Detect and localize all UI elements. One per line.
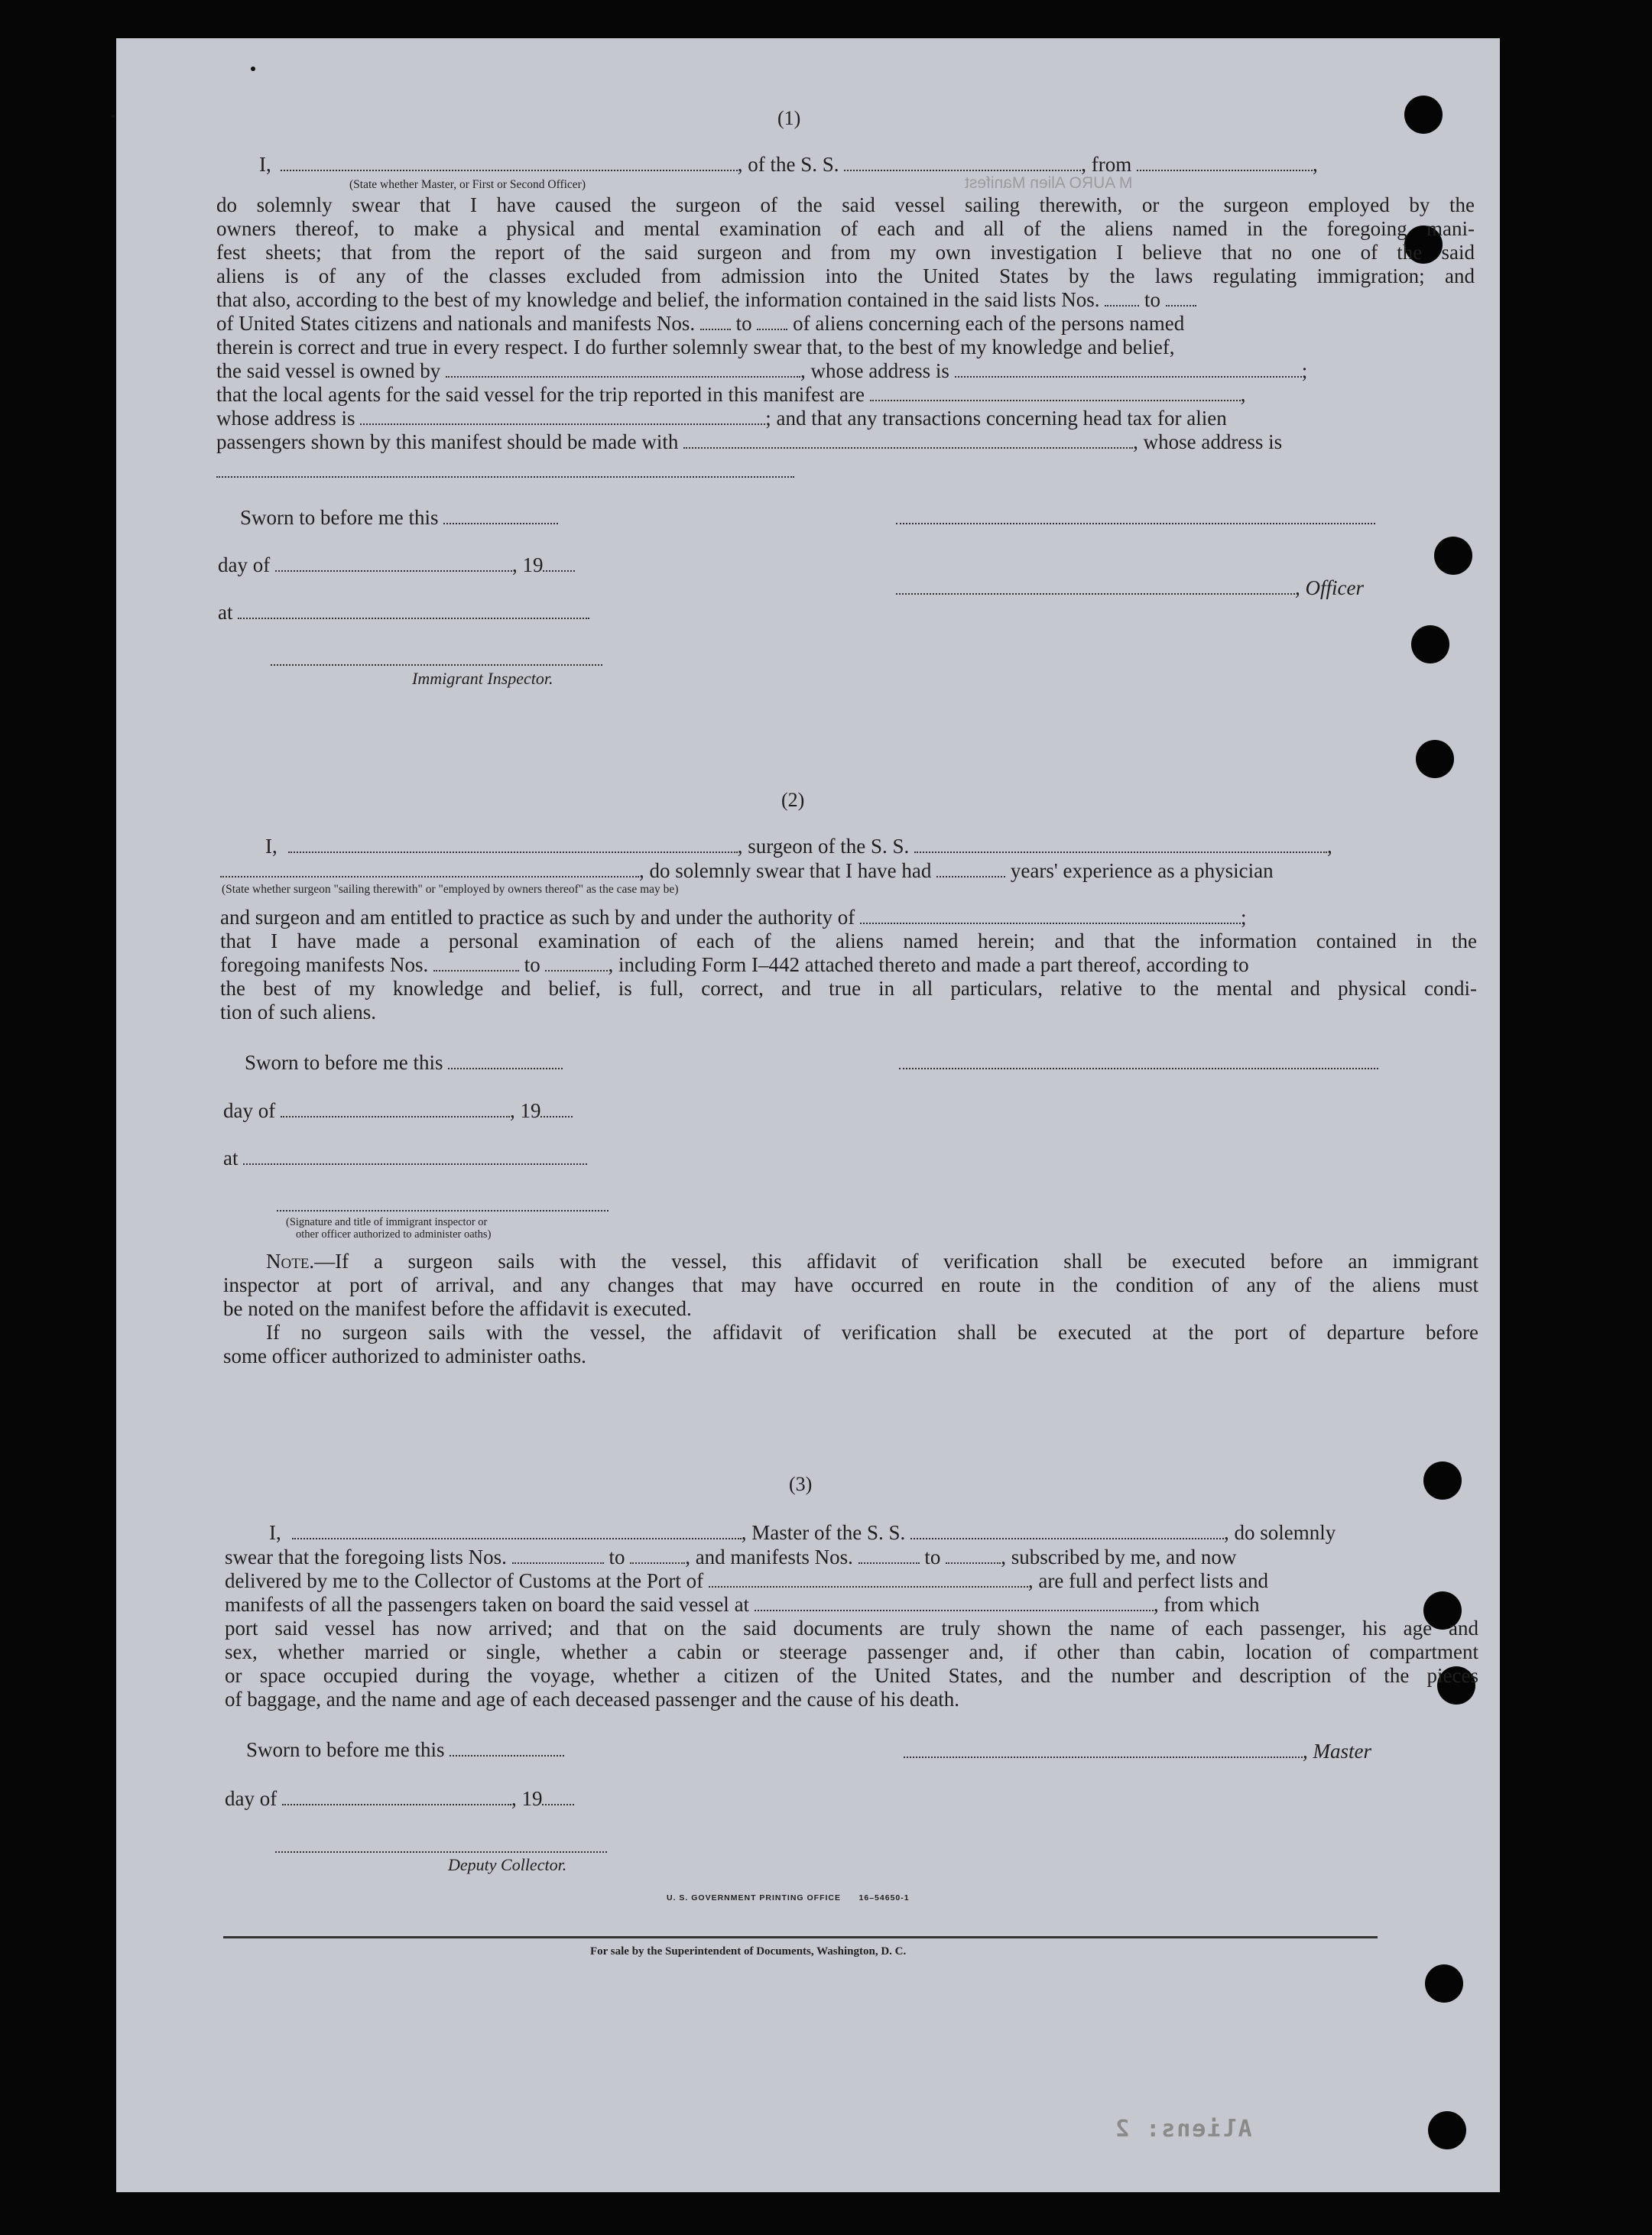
s1-sworn-line: Sworn to before me this — [240, 506, 558, 530]
s2-note-line-5: some officer authorized to administer oaths. — [223, 1345, 586, 1367]
s3-line-1: I, , Master of the S. S. , do solemnly — [269, 1521, 1336, 1544]
s1-passengers-line: passengers shown by this manifest should be made with , whose address is — [216, 430, 1283, 453]
s3-port-line: delivered by me to the Collector of Customs at the Port of , are full and perfect lists and — [225, 1569, 1269, 1592]
s1-body-line-2: fest sheets; that from the report of the said surgeon and from my own investigation I believe that no one of the said — [216, 241, 1475, 264]
s1-day-line: day of , 19 — [218, 553, 575, 577]
s3-day-line: day of , 19 — [225, 1787, 574, 1811]
s1-body-line-3: aliens is of any of the classes excluded from admission into the United States by the laws regulating immigration; and — [216, 264, 1475, 287]
s3-sworn-line: Sworn to before me this — [246, 1738, 564, 1762]
s2-authority-line: and surgeon and am entitled to practice as such by and under the authority of ; — [220, 906, 1247, 929]
s1-whose-line: whose address is ; and that any transactions concerning head tax for alien — [216, 407, 1227, 430]
s1-inspector-title: Immigrant Inspector. — [412, 669, 553, 688]
s2-caption: (State whether surgeon "sailing therewith" or "employed by owners thereof" as the case may be) — [222, 883, 679, 896]
s3-deputy-title: Deputy Collector. — [448, 1855, 567, 1874]
section-3-number: (3) — [789, 1473, 813, 1495]
s3-body-line-6: sex, whether married or single, whether a cabin or steerage passenger and, if other than cabin, location of compartment — [225, 1640, 1478, 1663]
s3-body-line-8: of baggage, and the name and age of each deceased passenger and the cause of his death. — [225, 1688, 960, 1711]
s2-belief-line: the best of my knowledge and belief, is full, correct, and true in all particulars, relative to the mental and physical condi- — [220, 977, 1477, 1000]
s1-body-line-0: do solemnly swear that I have caused the surgeon of the said vessel sailing therewith, or the surgeon employed by the — [216, 193, 1475, 216]
s1-line-1: I, , of the S. S. , from , — [259, 153, 1318, 176]
s2-at-line: at — [223, 1147, 587, 1170]
binder-hole — [1423, 1461, 1462, 1500]
form-page — [116, 38, 1500, 2192]
s1-officer-line: , Officer — [896, 576, 1364, 600]
s3-lists-line: swear that the foregoing lists Nos. to , and manifests Nos. to , subscribed by me, and now — [225, 1546, 1237, 1568]
s3-master-line: , Master — [904, 1740, 1371, 1763]
s2-official-signature-blank — [277, 1210, 609, 1212]
s1-officer-signature-blank — [896, 523, 1375, 524]
s2-line-1: I, , surgeon of the S. S. , — [265, 835, 1332, 858]
s1-at-line: at — [218, 601, 589, 624]
s2-examined-line: that I have made a personal examination of each of the aliens named herein; and that the information contained in the — [220, 929, 1477, 952]
s3-boarded-line: manifests of all the passengers taken on board the said vessel at , from which — [225, 1593, 1260, 1616]
section-2-number: (2) — [781, 789, 805, 811]
binder-hole — [1411, 625, 1449, 663]
s3-body-line-7: or space occupied during the voyage, whether a citizen of the United States, and the number and description of the pieces — [225, 1664, 1478, 1687]
s1-correct-line: therein is correct and true in every respect. I do further solemnly swear that, to the best of my knowledge and belief, — [216, 336, 1175, 358]
s2-condition-line: tion of such aliens. — [220, 1001, 376, 1023]
binder-hole — [1428, 2111, 1466, 2149]
s2-sig-caption-1: (Signature and title of immigrant inspector or — [286, 1216, 488, 1228]
s1-body-line-1: owners thereof, to make a physical and mental examination of each and all of the aliens named in the foregoing mani- — [216, 217, 1475, 240]
speck — [251, 66, 255, 71]
binder-hole — [1416, 740, 1454, 778]
s3-body-line-5: port said vessel has now arrived; and that on the said documents are truly shown the name of each passenger, his age and — [225, 1617, 1478, 1640]
binder-hole — [1434, 537, 1472, 575]
bleed-through: M AURO Alien Manifest — [965, 174, 1133, 192]
section-1-number: (1) — [777, 107, 801, 129]
s2-line-2: , do solemnly swear that I have had years' experience as a physician — [220, 859, 1274, 883]
s2-day-line: day of , 19 — [223, 1099, 573, 1123]
s2-note-line-3: be noted on the manifest before the affidavit is executed. — [223, 1297, 692, 1320]
s2-surgeon-signature-blank — [899, 1068, 1378, 1069]
sale-notice: For sale by the Superintendent of Documents, Washington, D. C. — [590, 1945, 907, 1958]
s1-caption-master: (State whether Master, or First or Second Officer) — [349, 178, 586, 191]
s1-address-blank — [216, 476, 794, 478]
binder-hole — [1425, 1964, 1463, 2003]
s1-owned-line: the said vessel is owned by , whose address is ; — [216, 359, 1308, 382]
aliens-stamp: Aliens: 2 — [1114, 2116, 1252, 2143]
s2-sworn-line: Sworn to before me this — [245, 1051, 563, 1075]
gpo-imprint: U. S. GOVERNMENT PRINTING OFFICE 16–54650-1 — [667, 1893, 910, 1903]
s1-lists-line: that also, according to the best of my knowledge and belief, the information contained in the said lists Nos. to — [216, 288, 1196, 312]
s2-note-line-4: If no surgeon sails with the vessel, the affidavit of verification shall be executed at the port of departure before — [266, 1321, 1478, 1344]
s1-manifests-line: of United States citizens and nationals and manifests Nos. to of aliens concerning each of the persons named — [216, 312, 1185, 335]
s2-sig-caption-2: other officer authorized to administer oaths) — [296, 1228, 492, 1241]
s2-note-line-1: Note.—If a surgeon sails with the vessel, this affidavit of verification shall be executed before an immigrant — [266, 1250, 1478, 1273]
s1-agents-line: that the local agents for the said vessel for the trip reported in this manifest are , — [216, 383, 1246, 406]
s1-inspector-signature-blank — [271, 664, 602, 666]
s2-note-line-2: inspector at port of arrival, and any changes that may have occurred en route in the condition of any of the aliens must — [223, 1273, 1478, 1296]
s2-manifests-line: foregoing manifests Nos. to , including Form I–442 attached thereto and made a part thereof, according to — [220, 953, 1249, 976]
speck — [112, 115, 115, 118]
footer-rule — [223, 1936, 1378, 1938]
binder-hole — [1404, 96, 1443, 134]
